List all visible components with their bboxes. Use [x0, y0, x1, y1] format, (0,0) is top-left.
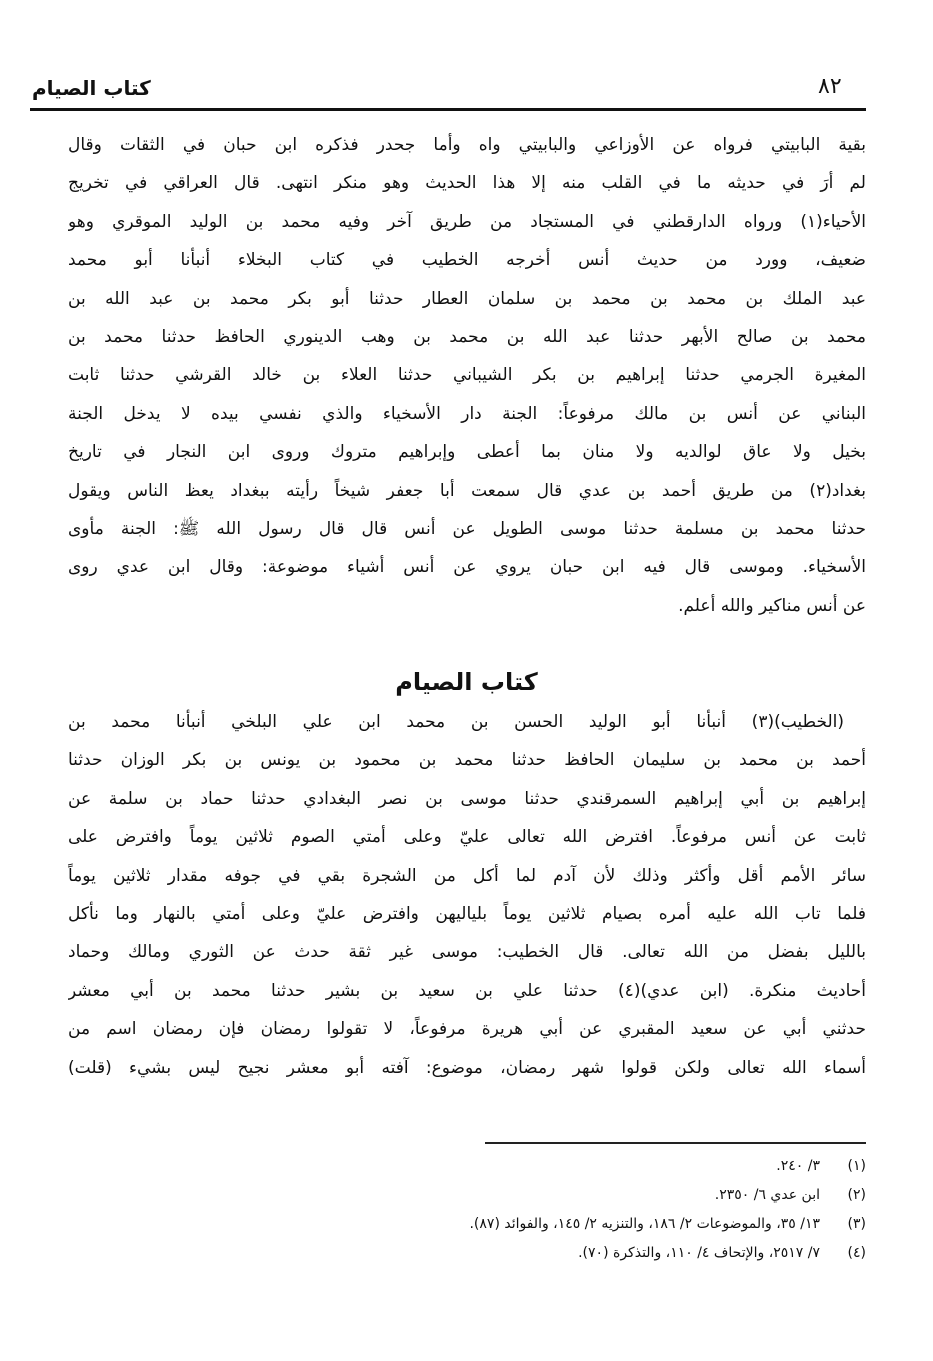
text-line: لم أرَ في حديثه ما في القلب منه إلا هذا الحديث وهو منكر انتهى. قال العراقي في تخريج	[68, 173, 866, 194]
text-line: بغداد(٢) من طريق أحمد بن عدي قال سمعت أبا جعفر شيخاً رأيته ببغداد يعظ الناس ويقول	[68, 480, 866, 501]
text-line: الأسخياء. وموسى قال فيه ابن حبان يروي عن أنس أشياء موضوعة: وقال ابن عدي روى	[68, 557, 866, 578]
paragraph-2	[68, 703, 866, 1087]
text-line: ثابت عن أنس مرفوعاً. افترض الله تعالى عليّ وعلى أمتي الصوم ثلاثين يوماً وافترض على	[68, 827, 866, 848]
text-line: بالليل بفضل من الله تعالى. قال الخطيب: موسى غير ثقة حدث عن الثوري ومالك وحماد	[68, 942, 866, 963]
footnote-number: (٤)	[847, 1245, 866, 1261]
text-line: حدثنا محمد بن مسلمة حدثنا موسى الطويل عن أنس قال قال رسول الله ﷺ: الجنة مأوى	[68, 518, 866, 539]
text-line: أحاديث منكرة. (ابن عدي)(٤) حدثنا علي بن سعيد بن بشير حدثنا محمد بن أبي معشر	[68, 980, 866, 1001]
text-line: الأحياء(١) ورواه الدارقطني في المستجاد من طريق آخر وفيه محمد بن الوليد الموقري وهو	[68, 211, 866, 232]
header-rule	[30, 108, 866, 111]
text-line: أسماء الله تعالى ولكن قولوا شهر رمضان، موضوع: آفته أبو معشر نجيح ليس بشيء (قلت)	[68, 1057, 866, 1078]
text-line: بخيل ولا عاق لوالديه ولا منان بما أعطى وإبراهيم متروك وروى ابن النجار في تاريخ	[68, 442, 866, 463]
text-line: سائر الأمم أقل وأكثر وذلك لأن آدم لما أكل من الشجرة بقي في جوفه مقدار ثلاثين يوماً	[68, 865, 866, 886]
text-line: المغيرة الجرمي حدثنا إبراهيم بن بكر الشيباني حدثنا العلاء بن خالد القرشي حدثنا ثابت	[68, 365, 866, 386]
section-heading: كتاب الصيام	[395, 668, 538, 696]
text-line: البناني عن أنس بن مالك مرفوعاً: الجنة دار الأسخياء والذي نفسي بيده لا يدخل الجنة	[68, 403, 866, 424]
text-line: حدثني أبي عن سعيد المقبري عن أبي هريرة مرفوعاً، لا تقولوا رمضان فإن رمضان اسم من	[68, 1019, 866, 1040]
footnote-text: ٣/ ٢٤٠.	[776, 1158, 820, 1174]
text-line: فلما تاب الله عليه أمره بصيام ثلاثين يوماً بلياليهن وافترض عليّ وعلى أمتي بالنهار وما نأكل	[68, 903, 866, 924]
footnote-number: (١)	[847, 1158, 866, 1174]
footnote-rule	[485, 1142, 866, 1144]
text-line: ضعيف، وورد من حديث أنس أخرجه الخطيب في كتاب البخلاء أنبأنا أبو محمد	[68, 250, 866, 271]
footnote	[300, 1210, 866, 1239]
footnote-number: (٣)	[847, 1216, 866, 1232]
footnote	[300, 1152, 866, 1181]
footnote	[300, 1239, 866, 1268]
footnote-text: ابن عدي ٦/ ٢٣٥٠.	[714, 1187, 820, 1203]
footnote-text: ١٣/ ٣٥، والموضوعات ٢/ ١٨٦، والتنزيه ٢/ ١٤٥، والفوائد (٨٧).	[469, 1216, 820, 1232]
footnote-number: (٢)	[847, 1187, 866, 1203]
text-line: بقية البابيتي فرواه عن الأوزاعي والبابيتي واه وأما جحدر فذكره ابن حبان في الثقات وقال	[68, 135, 866, 155]
footnote-text: ٧/ ٢٥١٧، والإتحاف ٤/ ١١٠، والتذكرة (٧٠).	[578, 1245, 820, 1261]
footnote	[300, 1181, 866, 1210]
text-line: عن أنس مناكير والله أعلم.	[678, 595, 866, 616]
text-line: أحمد بن محمد بن سليمان الحافظ حدثنا محمد بن محمود بن يونس بن بكر الوزان حدثنا	[68, 750, 866, 771]
running-header-title: كتاب الصيام	[32, 76, 151, 100]
text-line: (الخطيب)(٣) أنبأنا أبو الوليد الحسن بن محمد ابن علي البلخي أنبأنا محمد بن	[68, 712, 844, 732]
text-line: إبراهيم بن أبي إبراهيم السمرقندي حدثنا موسى بن نصر البغدادي حدثنا حماد بن سلمة عن	[68, 788, 866, 809]
text-line: محمد بن صالح الأبهر حدثنا عبد الله بن محمد بن وهب الدينوري الحافظ حدثنا محمد بن	[68, 326, 866, 347]
footnotes	[300, 1152, 866, 1268]
text-line: عبد الملك بن محمد بن محمد بن سلمان العطار حدثنا أبو بكر محمد بن عبد الله بن	[68, 288, 866, 309]
paragraph-1	[68, 126, 866, 625]
page-number: ٨٢	[818, 74, 842, 99]
